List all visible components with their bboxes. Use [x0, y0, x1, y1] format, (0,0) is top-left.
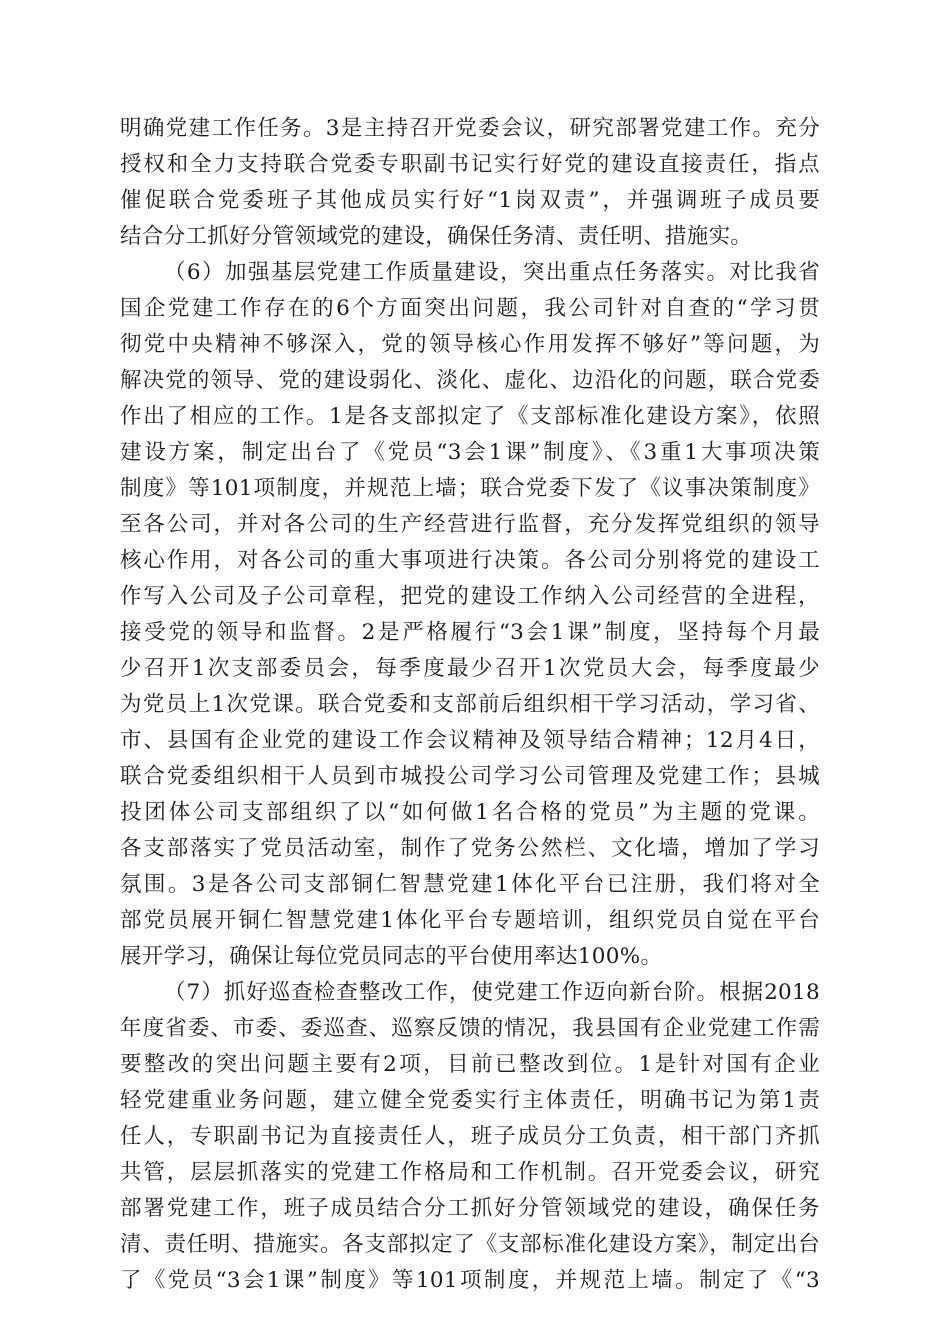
text-line: 清、责任明、措施实。各支部拟定了《支部标准化建设方案》，制定出台 — [120, 1232, 820, 1257]
paragraph-start-line: （6）加强基层党建工作质量建设，突出重点任务落实。对比我省 — [164, 260, 820, 285]
text-line: 了《党员“3会1课”制度》等101项制度，并规范上墙。制定了《“3 — [120, 1268, 820, 1293]
document-body — [120, 111, 820, 1299]
text-line: 轻党建重业务问题，建立健全党委实行主体责任，明确书记为第1责 — [120, 1088, 820, 1113]
text-line: 部党员展开铜仁智慧党建1体化平台专题培训，组织党员自觉在平台 — [120, 908, 820, 933]
text-line: 联合党委组织相干人员到市城投公司学习公司管理及党建工作；县城 — [120, 764, 820, 789]
text-line: 展开学习，确保让每位党员同志的平台使用率达100%。 — [120, 944, 663, 969]
text-line: 各支部落实了党员活动室，制作了党务公然栏、文化墙，增加了学习 — [120, 836, 820, 861]
text-line: 投团体公司支部组织了以“如何做1名合格的党员”为主题的党课。 — [120, 800, 820, 825]
text-line: 解决党的领导、党的建设弱化、淡化、虚化、边沿化的问题，联合党委 — [120, 368, 820, 393]
text-line: 任人，专职副书记为直接责任人，班子成员分工负责，相干部门齐抓 — [120, 1124, 820, 1149]
text-line: 市、县国有企业党的建设工作会议精神及领导结合精神；12月4日， — [120, 728, 820, 753]
text-line: 催促联合党委班子其他成员实行好“1岗双责”，并强调班子成员要 — [120, 188, 820, 213]
text-line: 少召开1次支部委员会，每季度最少召开1次党员大会，每季度最少 — [120, 656, 820, 681]
text-line: 国企党建工作存在的6个方面突出问题，我公司针对自查的“学习贯 — [120, 296, 820, 321]
text-line: 部署党建工作，班子成员结合分工抓好分管领域党的建设，确保任务 — [120, 1196, 820, 1221]
text-line: 作出了相应的工作。1是各支部拟定了《支部标准化建设方案》，依照 — [120, 404, 820, 429]
text-line: 结合分工抓好分管领域党的建设，确保任务清、责任明、措施实。 — [120, 224, 753, 249]
text-line: 至各公司，并对各公司的生产经营进行监督，充分发挥党组织的领导 — [120, 512, 820, 537]
text-line: 彻党中央精神不够深入，党的领导核心作用发挥不够好”等问题，为 — [120, 332, 820, 357]
text-line: 核心作用，对各公司的重大事项进行决策。各公司分别将党的建设工 — [120, 548, 820, 573]
text-line: 授权和全力支持联合党委专职副书记实行好党的建设直接责任，指点 — [120, 152, 820, 177]
text-line: 明确党建工作任务。3是主持召开党委会议，研究部署党建工作。充分 — [120, 116, 820, 141]
text-line: 作写入公司及子公司章程，把党的建设工作纳入公司经营的全进程， — [120, 584, 820, 609]
text-line: 要整改的突出问题主要有2项，目前已整改到位。1是针对国有企业 — [120, 1052, 820, 1077]
text-line: 制度》等101项制度，并规范上墙；联合党委下发了《议事决策制度》 — [120, 476, 820, 501]
paragraph-start-line: （7）抓好巡查检查整改工作，使党建工作迈向新台阶。根据2018 — [164, 980, 820, 1005]
text-line: 建设方案，制定出台了《党员“3会1课”制度》、《3重1大事项决策 — [120, 440, 820, 465]
text-line: 共管，层层抓落实的党建工作格局和工作机制。召开党委会议，研究 — [120, 1160, 820, 1185]
text-line: 年度省委、市委、委巡查、巡察反馈的情况，我县国有企业党建工作需 — [120, 1016, 820, 1041]
text-line: 为党员上1次党课。联合党委和支部前后组织相干学习活动，学习省、 — [120, 692, 820, 717]
text-line: 氛围。3是各公司支部铜仁智慧党建1体化平台已注册，我们将对全 — [120, 872, 820, 897]
text-line: 接受党的领导和监督。2是严格履行“3会1课”制度，坚持每个月最 — [120, 620, 820, 645]
